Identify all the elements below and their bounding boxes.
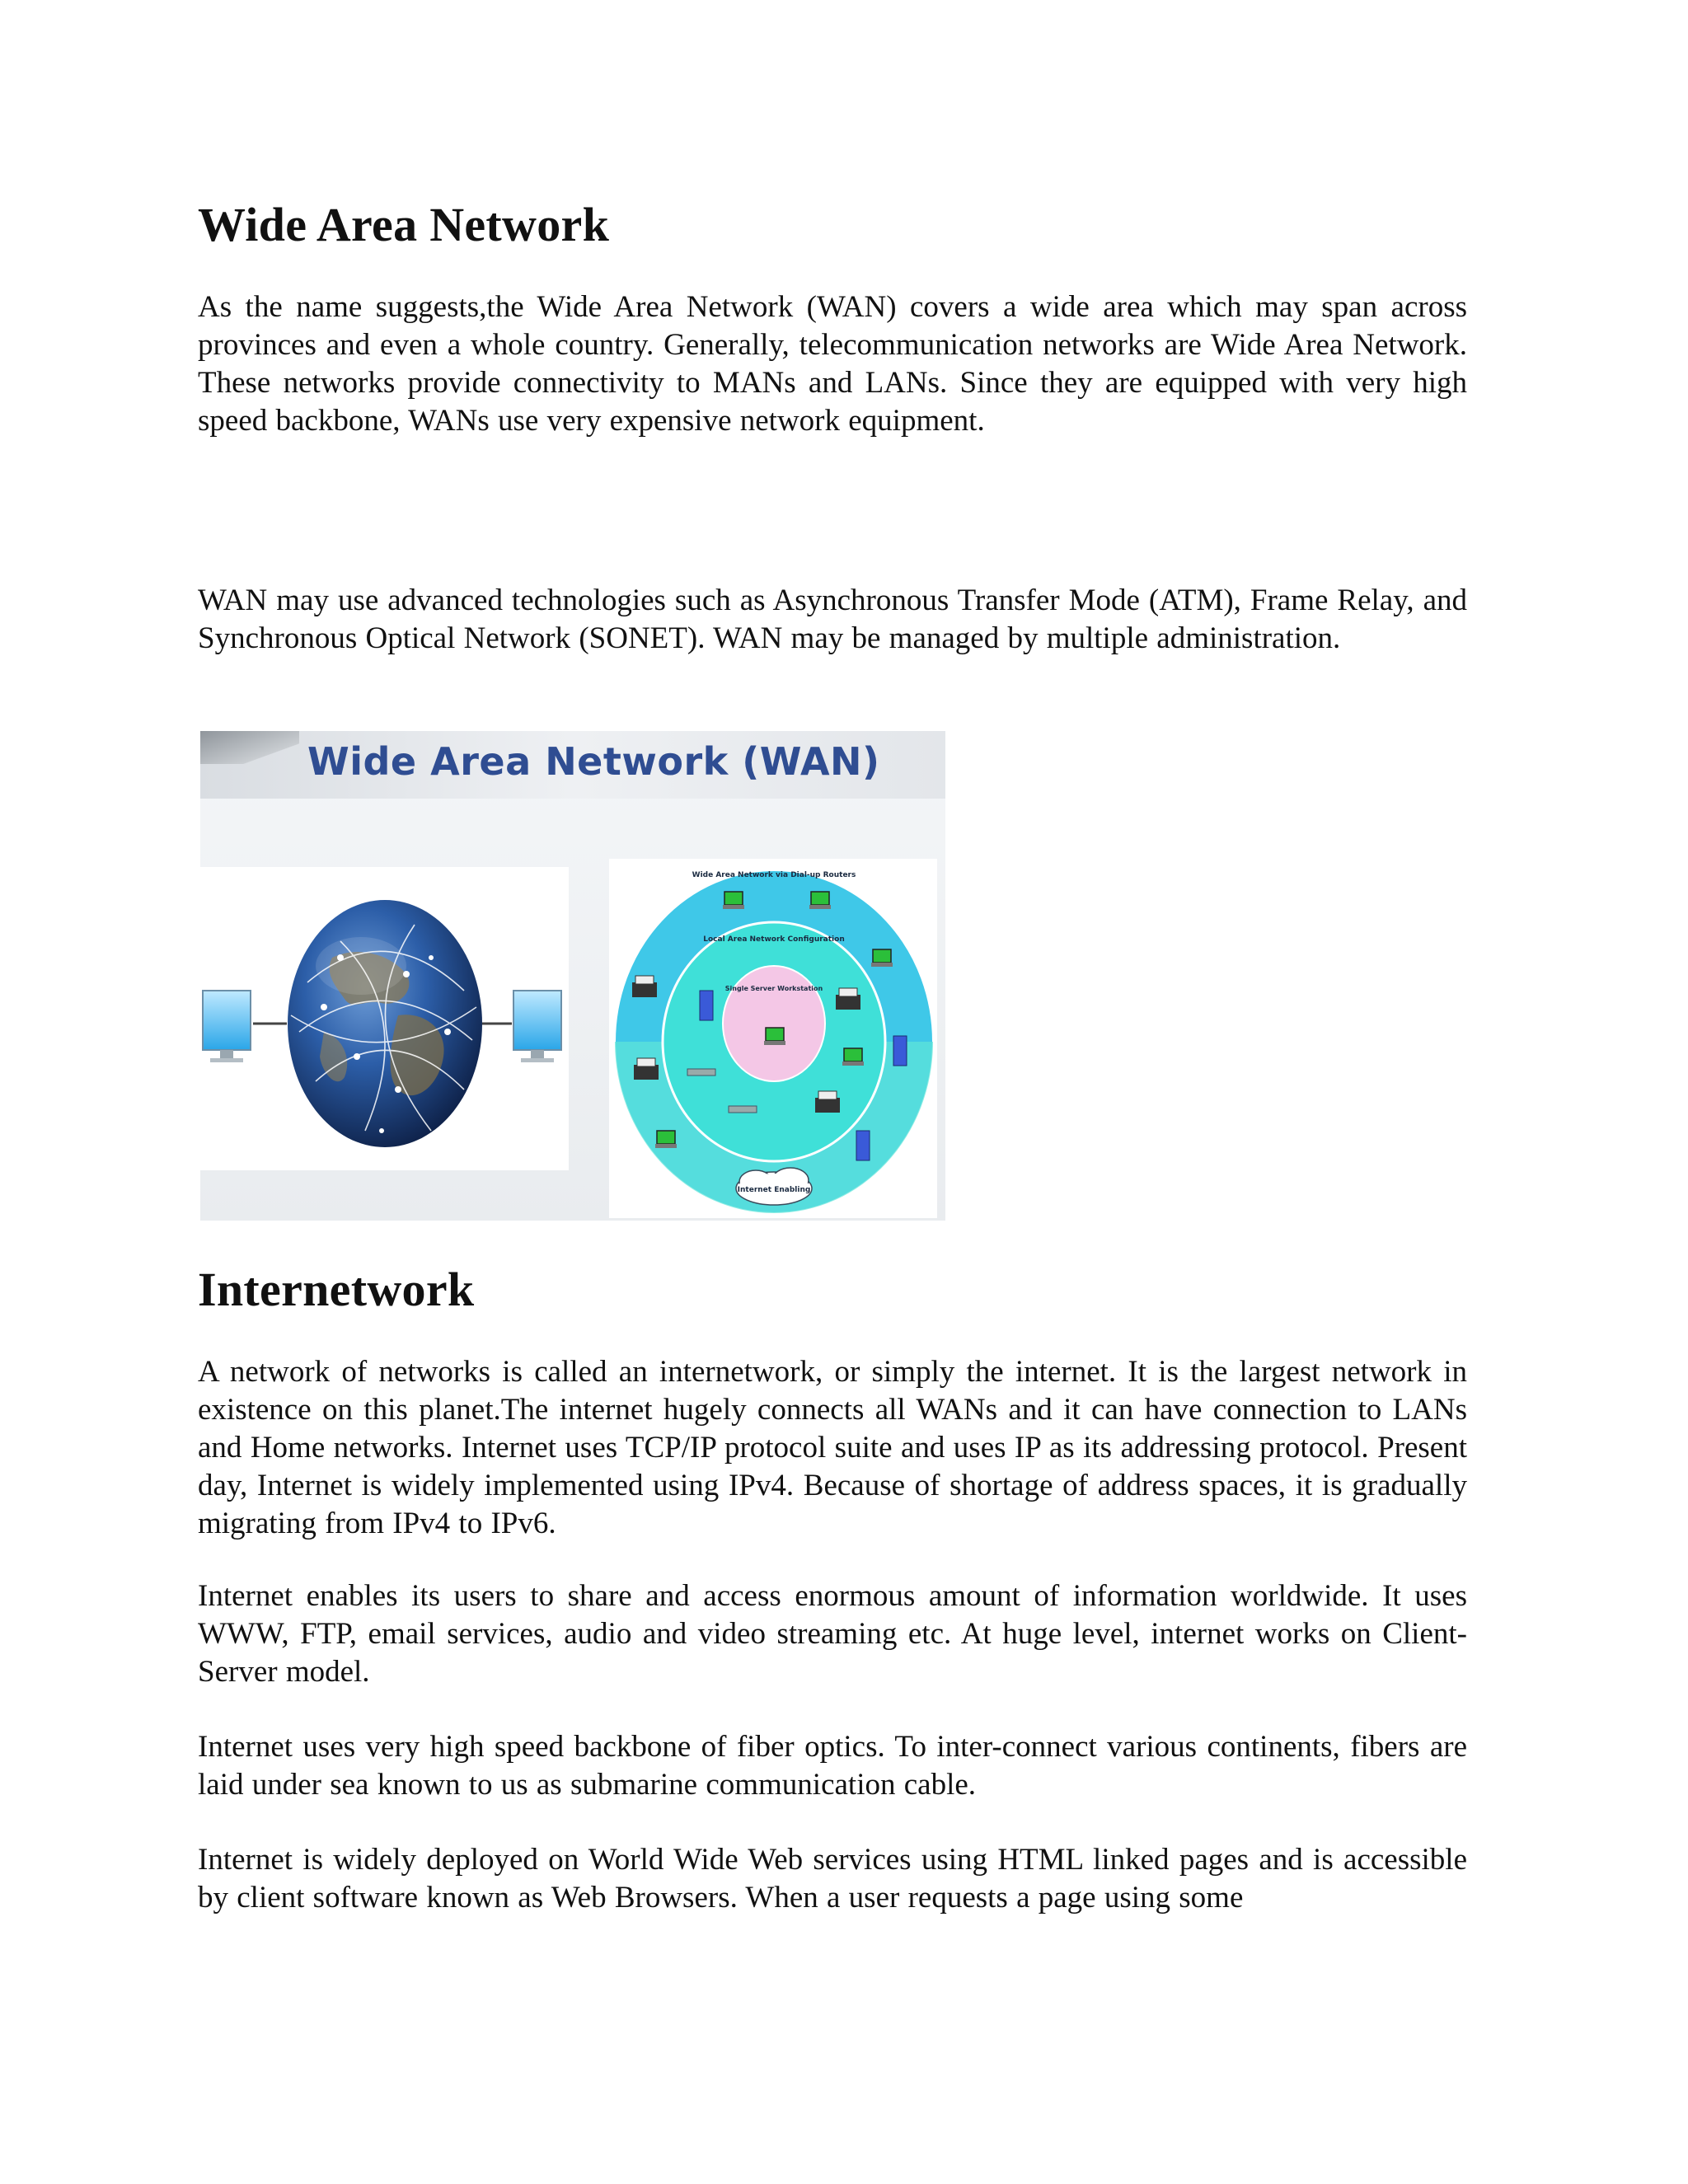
computer-icon <box>842 1048 864 1066</box>
computer-icon <box>764 1028 785 1045</box>
cloud-label: Internet Enabling <box>737 1186 811 1194</box>
server-icon <box>893 1036 907 1066</box>
globe-icon <box>288 900 482 1147</box>
server-icon <box>856 1131 870 1160</box>
wan-heading: Wide Area Network <box>198 198 610 251</box>
computer-icon <box>809 892 831 909</box>
figure-banner-stripe <box>200 731 299 764</box>
globe-panel <box>200 867 569 1170</box>
computer-icon <box>655 1131 677 1148</box>
router-icon <box>729 1106 757 1113</box>
printer-icon <box>815 1091 840 1113</box>
printer-icon <box>836 988 860 1010</box>
wan-paragraph-2: WAN may use advanced technologies such as Asynchronous Transfer Mode (ATM), Frame Relay, and Synchronous Optical Network (SONET). WAN may be managed by multiple administration. <box>198 583 1467 655</box>
internetwork-heading: Internetwork <box>198 1263 475 1316</box>
internetwork-paragraph-2: Internet enables its users to share and access enormous amount of information worldwide. It uses WWW, FTP, email services, audio and video streaming etc. At huge level, internet works on Client-Server model. <box>198 1579 1467 1689</box>
router-icon <box>687 1069 715 1076</box>
monitor-icon <box>513 991 561 1062</box>
wan-paragraph-1: As the name suggests,the Wide Area Network (WAN) covers a wide area which may span across provinces and even a whole country. Generally, telecommunication networks are Wide Area Network. These networks provide connectivity to MANs and LANs. Since they are equipped with very high speed backbone, WANs use very expensive network equipment. <box>198 290 1467 438</box>
internetwork-paragraph-4: Internet is widely deployed on World Wide Web services using HTML linked pages and is accessible by client software known as Web Browsers. When a user requests a page using some <box>198 1843 1467 1915</box>
globe-illustration <box>200 867 569 1170</box>
internetwork-paragraph-1: A network of networks is called an internetwork, or simply the internet. It is the largest network in existence on this planet.The internet hugely connects all WANs and it can have connection to LANs and Home networks. Internet uses TCP/IP protocol suite and uses IP as its addressing protocol. Present day, Internet is widely implemented using IPv4. Because of shortage of address spaces, it is gradually migrating from IPv4 to IPv6. <box>198 1355 1467 1540</box>
center-ring <box>723 966 825 1081</box>
ring-network-diagram <box>609 859 937 1218</box>
computer-icon <box>871 949 893 967</box>
center-label: Single Server Workstation <box>724 985 823 992</box>
outer-ring-label: Wide Area Network via Dial-up Routers <box>692 871 856 879</box>
internetwork-paragraph-3: Internet uses very high speed backbone of fiber optics. To inter-connect various continents, fibers are laid under sea known to us as submarine communication cable. <box>198 1730 1467 1802</box>
printer-icon <box>632 976 657 997</box>
printer-icon <box>634 1058 659 1080</box>
ring-diagram-panel <box>609 859 937 1218</box>
middle-ring-label: Local Area Network Configuration <box>703 935 845 944</box>
wan-figure <box>200 731 945 1221</box>
figure-title: Wide Area Network (WAN) <box>307 739 880 784</box>
monitor-icon <box>203 991 251 1062</box>
server-icon <box>700 991 713 1020</box>
computer-icon <box>723 892 744 909</box>
